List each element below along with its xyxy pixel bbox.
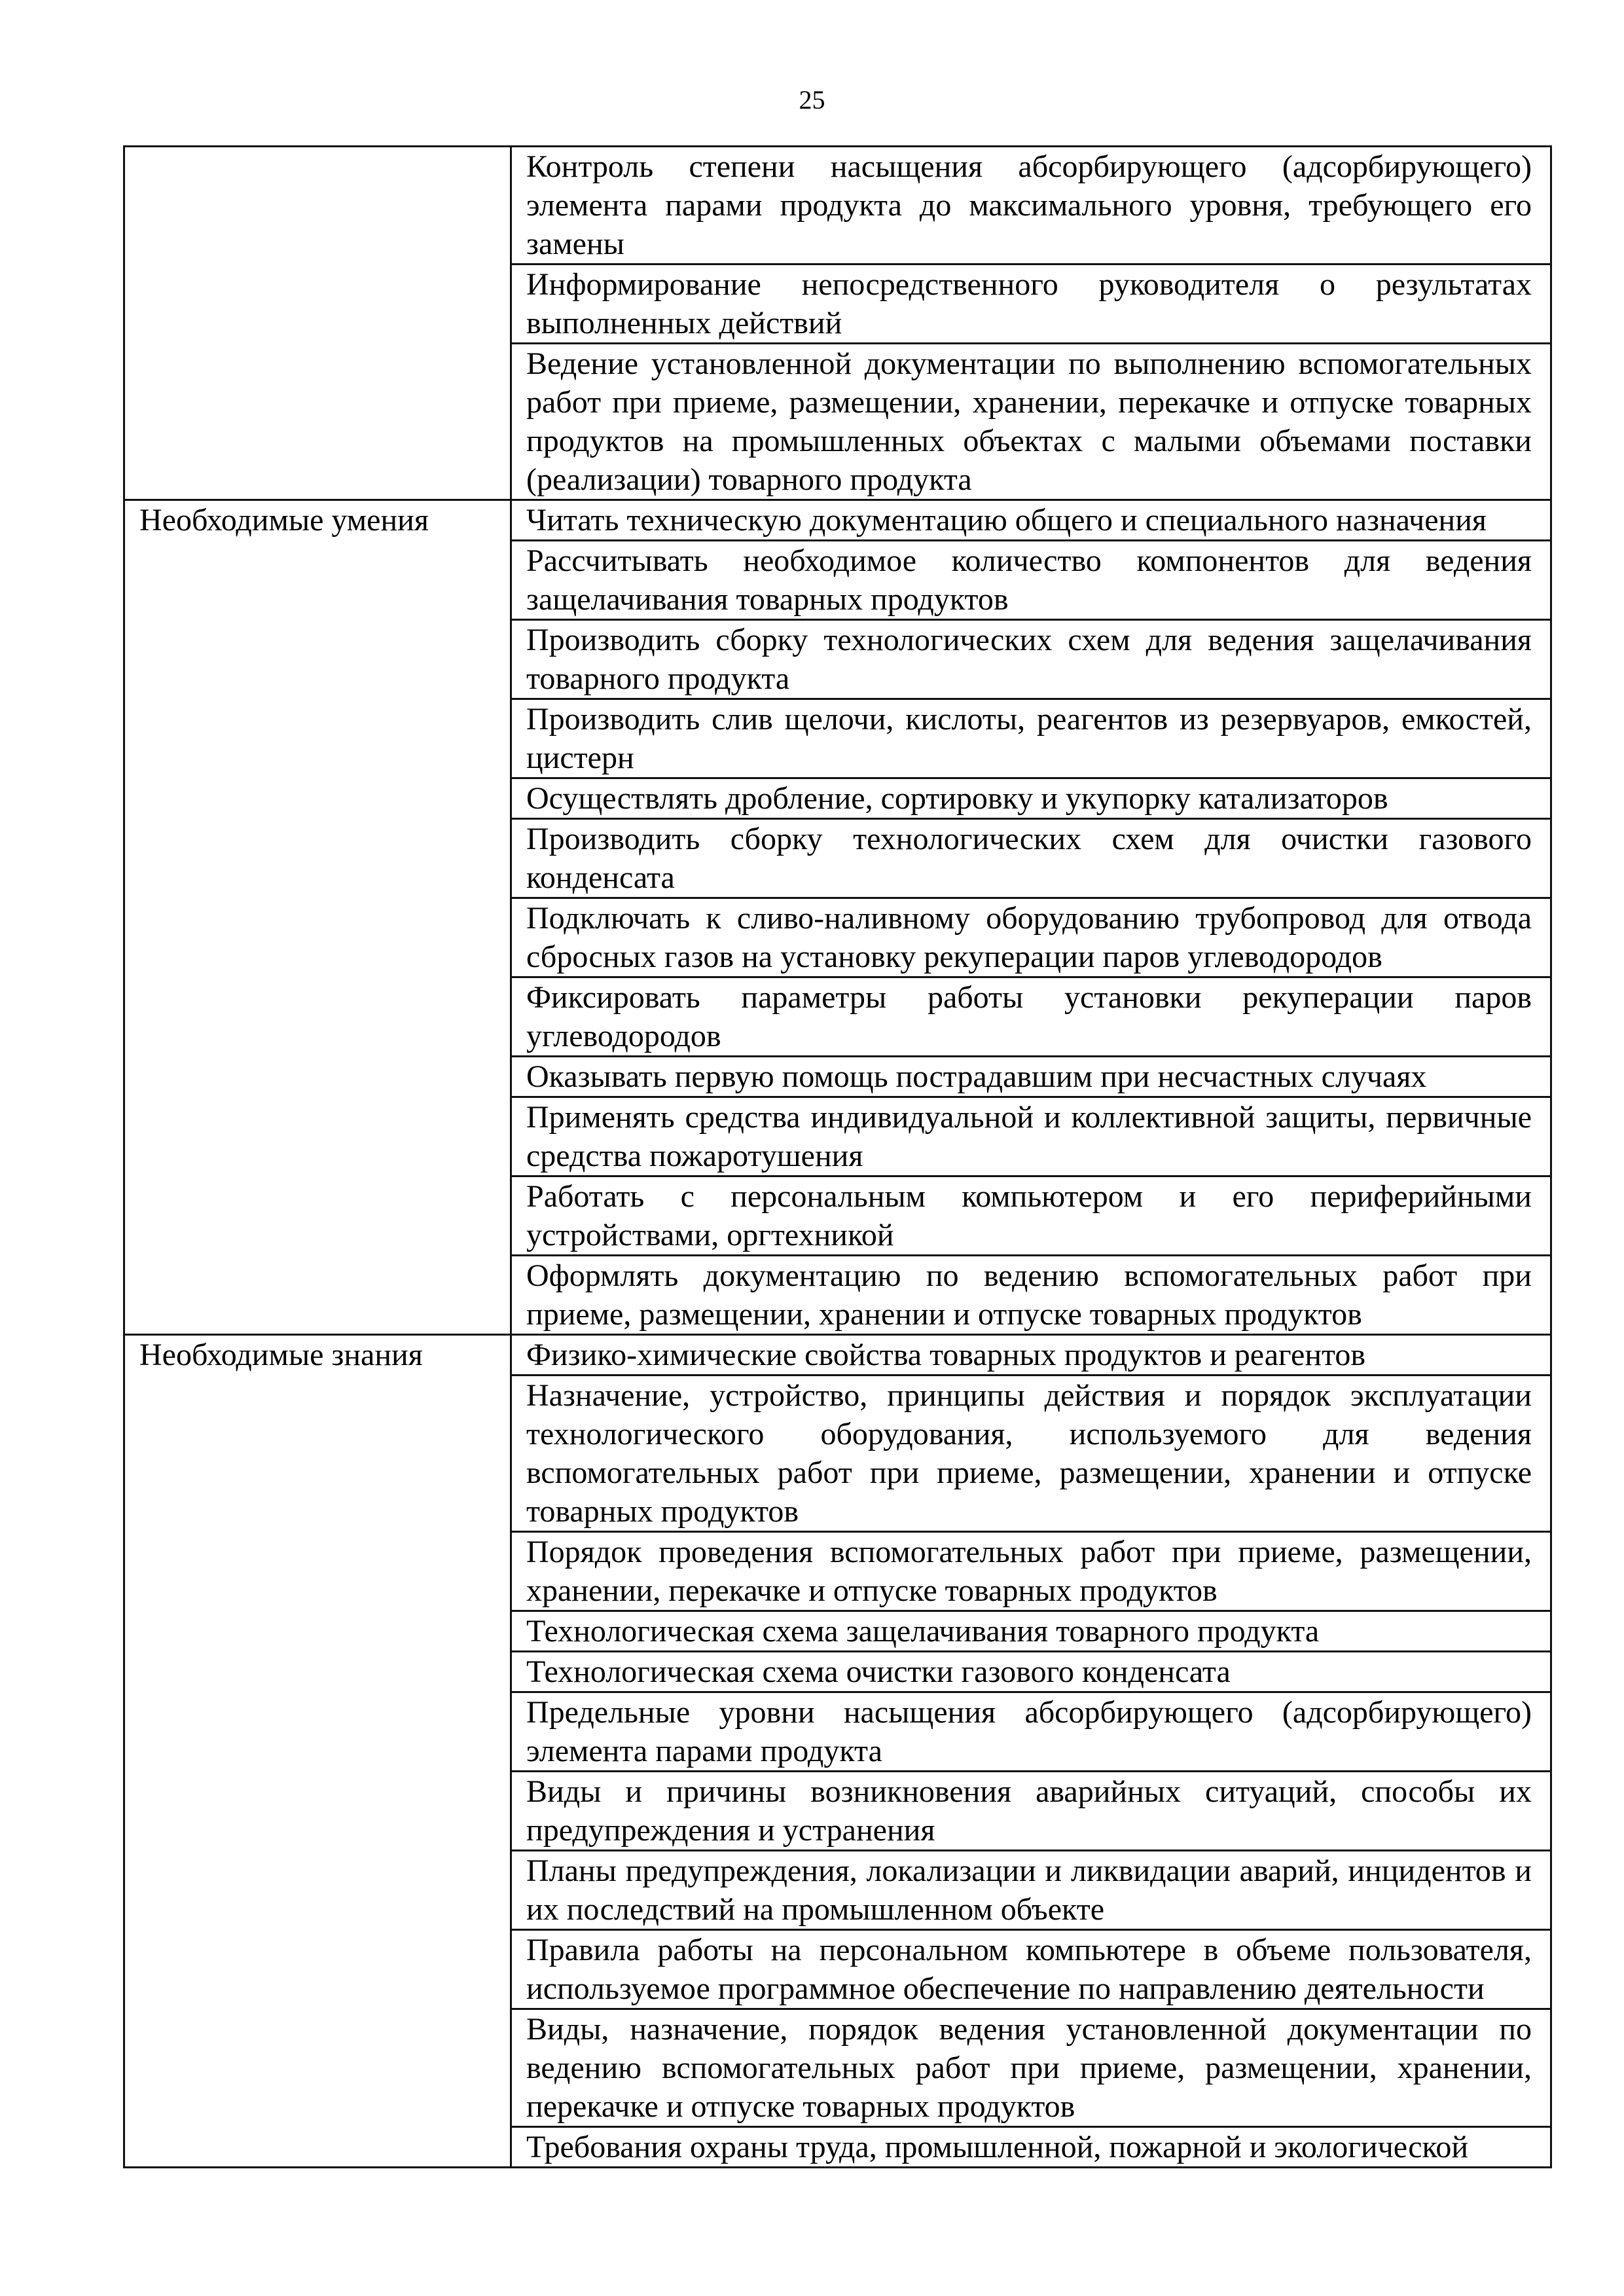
section-label: Необходимые умения bbox=[124, 500, 511, 1335]
table-cell: Технологическая схема защелачивания товарного продукта bbox=[511, 1611, 1551, 1652]
table-cell: Требования охраны труда, промышленной, пожарной и экологической bbox=[511, 2127, 1551, 2168]
table-cell: Фиксировать параметры работы установки рекуперации паров углеводородов bbox=[511, 977, 1551, 1057]
competency-table bbox=[123, 145, 1552, 2168]
table-cell: Рассчитывать необходимое количество компонентов для ведения защелачивания товарных продуктов bbox=[511, 541, 1551, 620]
table-cell: Технологическая схема очистки газового конденсата bbox=[511, 1652, 1551, 1692]
table-cell: Информирование непосредственного руководителя о результатах выполненных действий bbox=[511, 264, 1551, 344]
competency-table-body bbox=[124, 147, 1551, 2168]
table-cell: Контроль степени насыщения абсорбирующего (адсорбирующего) элемента парами продукта до максимального уровня, требующего его замены bbox=[511, 147, 1551, 264]
knowledge-row bbox=[124, 1335, 1551, 1376]
skills-row bbox=[124, 500, 1551, 541]
table-cell: Назначение, устройство, принципы действия и порядок эксплуатации технологического оборудования, используемого для ведения вспомогательных работ при приеме, размещении, хранении и отпуске товарных продуктов bbox=[511, 1376, 1551, 1532]
table-cell: Осуществлять дробление, сортировку и укупорку катализаторов bbox=[511, 778, 1551, 819]
table-cell: Планы предупреждения, локализации и ликвидации аварий, инцидентов и их последствий на промышленном объекте bbox=[511, 1851, 1551, 1930]
table-cell: Оформлять документацию по ведению вспомогательных работ при приеме, размещении, хранении и отпуске товарных продуктов bbox=[511, 1256, 1551, 1335]
table-cell: Ведение установленной документации по выполнению вспомогательных работ при приеме, размещении, хранении, перекачке и отпуске товарных продуктов на промышленных объектах с малыми объемами поставки (реализации) товарного продукта bbox=[511, 344, 1551, 500]
table-cell: Производить сборку технологических схем для ведения защелачивания товарного продукта bbox=[511, 620, 1551, 699]
table-cell: Применять средства индивидуальной и коллективной защиты, первичные средства пожаротушения bbox=[511, 1097, 1551, 1176]
table-cell: Физико-химические свойства товарных продуктов и реагентов bbox=[511, 1335, 1551, 1376]
table-cell: Оказывать первую помощь пострадавшим при несчастных случаях bbox=[511, 1057, 1551, 1097]
table-cell: Виды и причины возникновения аварийных ситуаций, способы их предупреждения и устранения bbox=[511, 1772, 1551, 1851]
table-cell: Виды, назначение, порядок ведения установленной документации по ведению вспомогательных работ при приеме, размещении, хранении, перекачке и отпуске товарных продуктов bbox=[511, 2009, 1551, 2127]
table-cell: Производить сборку технологических схем для очистки газового конденсата bbox=[511, 819, 1551, 898]
section-label-empty bbox=[124, 147, 511, 500]
table-cell: Правила работы на персональном компьютере в объеме пользователя, используемое программное обеспечение по направлению деятельности bbox=[511, 1930, 1551, 2009]
continued-row bbox=[124, 147, 1551, 264]
page-number: 25 bbox=[799, 85, 825, 115]
section-label: Необходимые знания bbox=[124, 1335, 511, 2168]
table-cell: Порядок проведения вспомогательных работ при приеме, размещении, хранении, перекачке и отпуске товарных продуктов bbox=[511, 1532, 1551, 1611]
table-cell: Производить слив щелочи, кислоты, реагентов из резервуаров, емкостей, цистерн bbox=[511, 699, 1551, 778]
table-cell: Подключать к сливо-наливному оборудованию трубопровод для отвода сбросных газов на установку рекуперации паров углеводородов bbox=[511, 898, 1551, 977]
table-cell: Предельные уровни насыщения абсорбирующего (адсорбирующего) элемента парами продукта bbox=[511, 1692, 1551, 1772]
table-cell: Читать техническую документацию общего и специального назначения bbox=[511, 500, 1551, 541]
table-cell: Работать с персональным компьютером и его периферийными устройствами, оргтехникой bbox=[511, 1176, 1551, 1256]
